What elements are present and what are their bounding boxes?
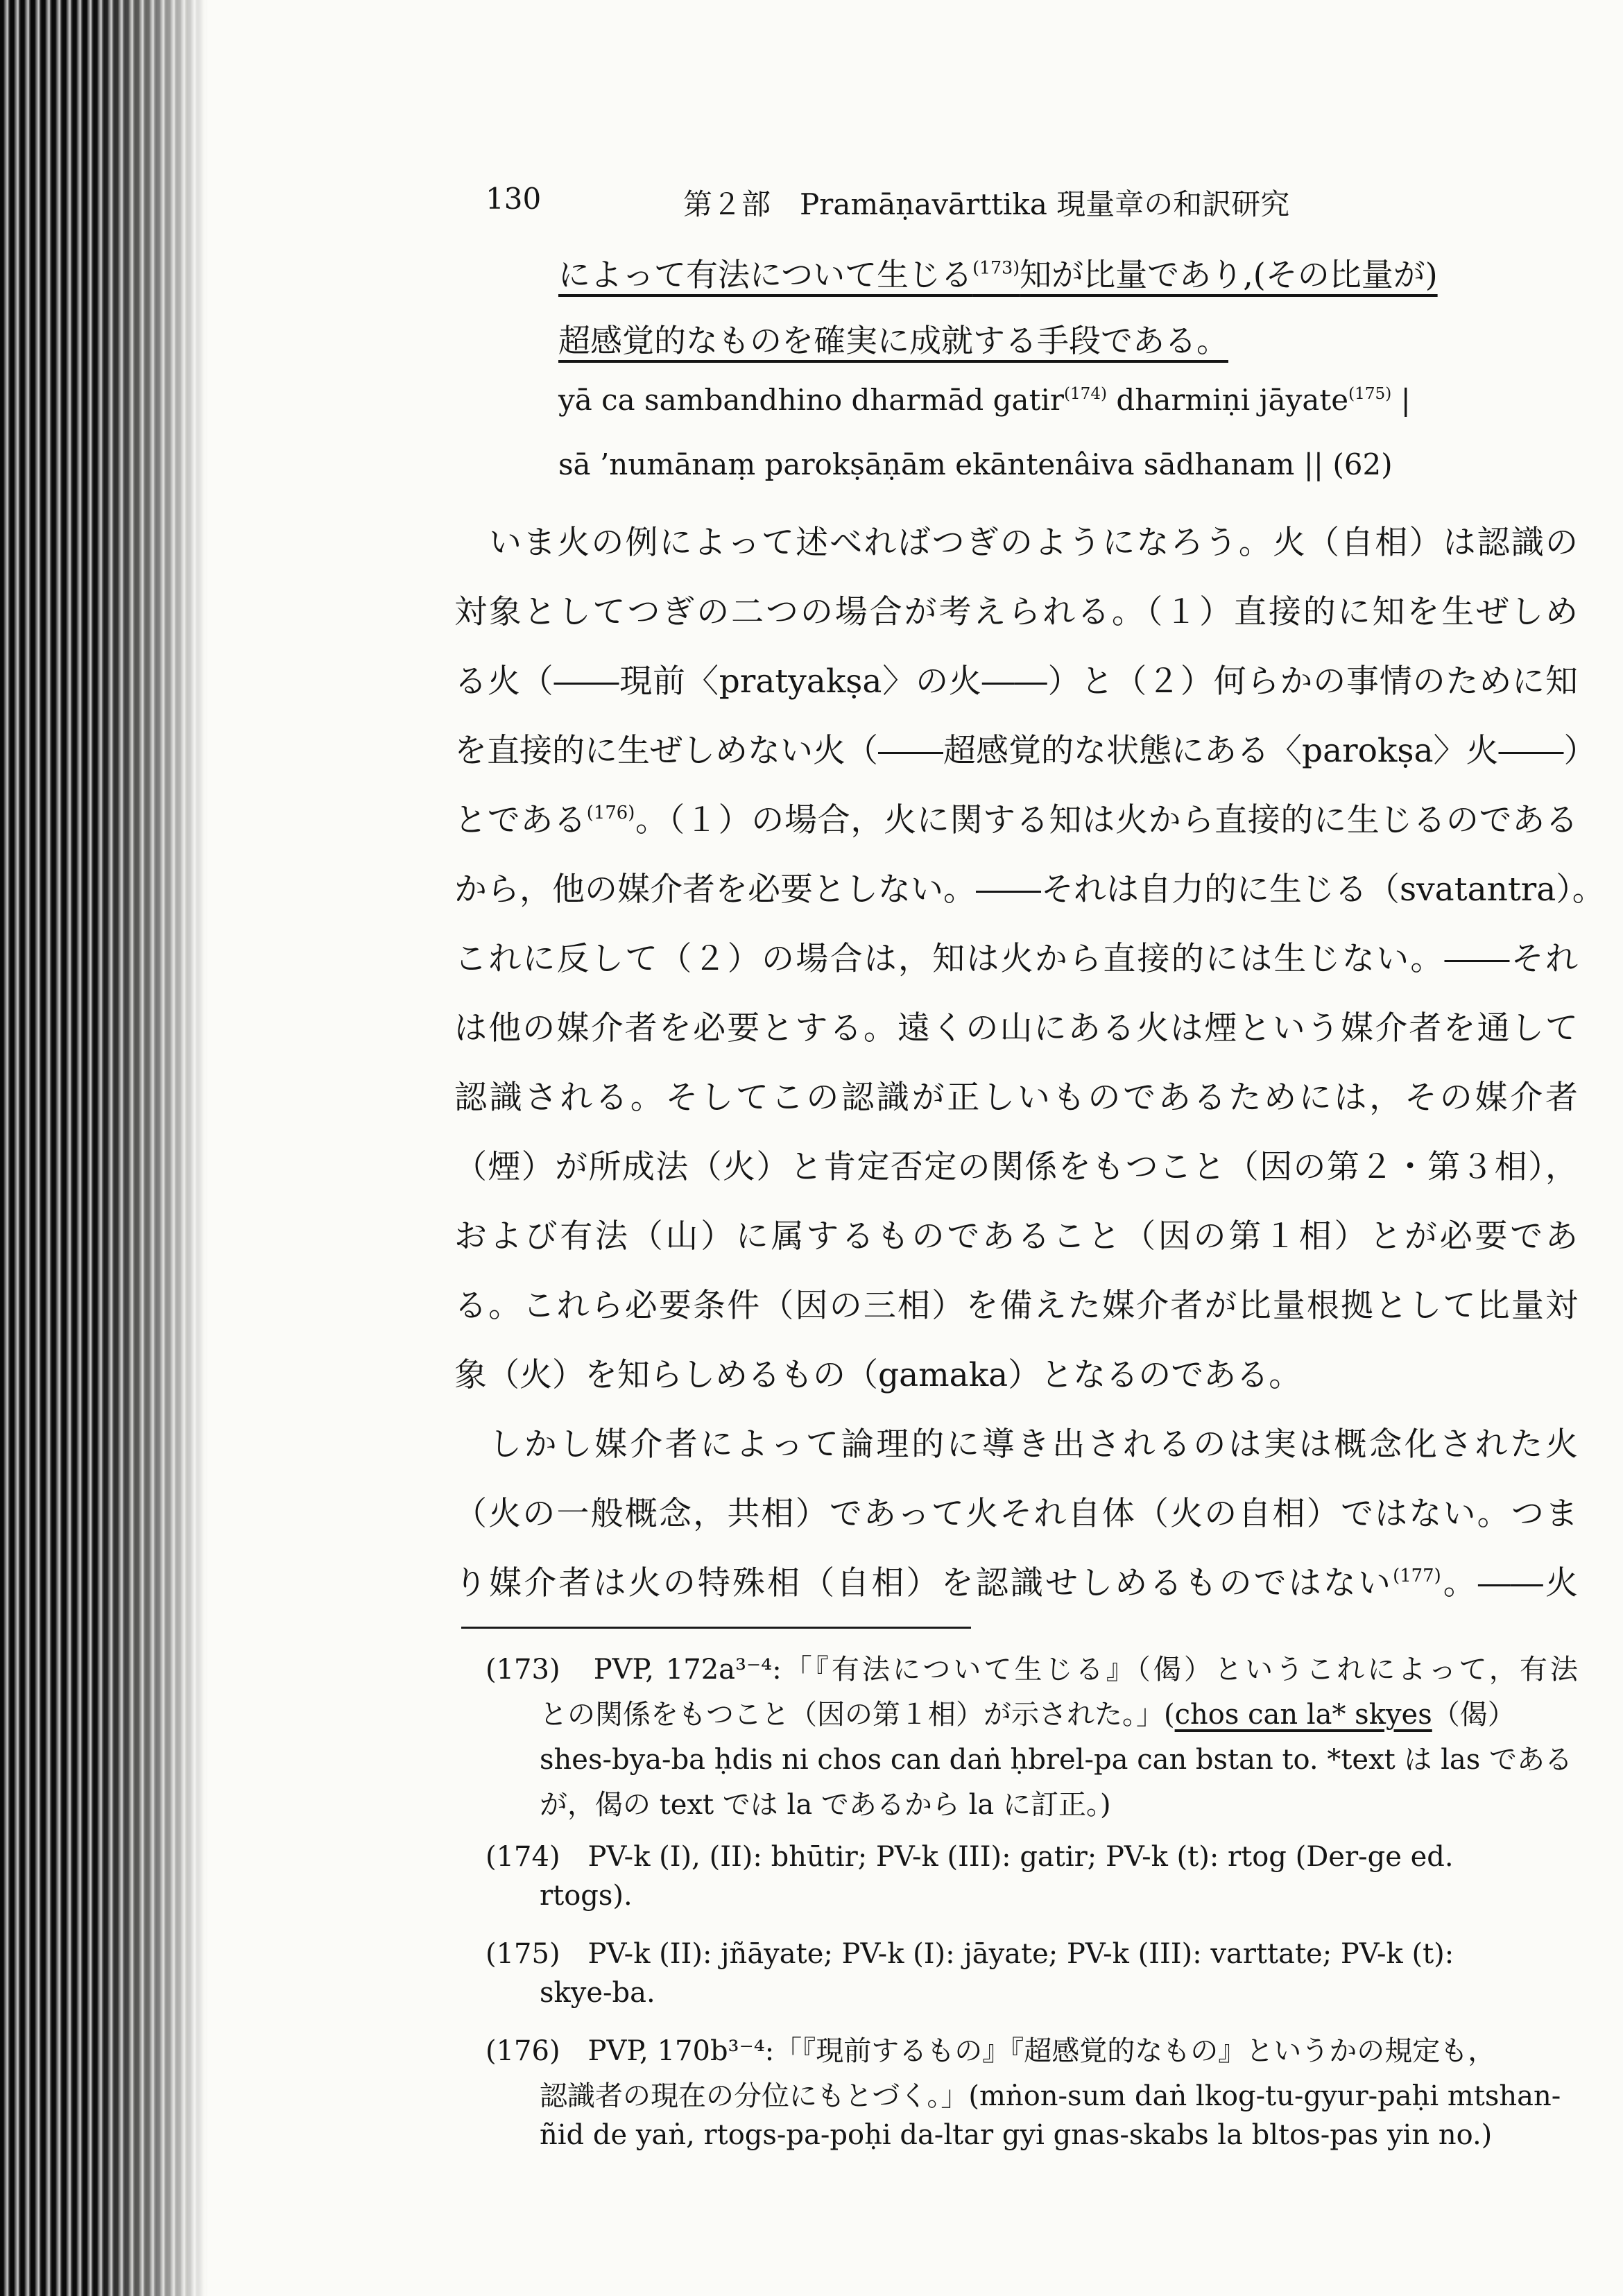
footnote-rule [461,1627,971,1629]
footnote-ref: (173) [972,257,1020,278]
footnote-175-cont: skye-ba. [540,1977,655,2009]
body-text-line: いま火の例によって述べればつぎのようになろう。火（自相）は認識の [489,524,1578,562]
page-number: 130 [486,182,542,216]
footnote-173-cont: が，偈の text では la であるから la に訂正。) [540,1789,1111,1821]
sanskrit-verse-line: sā ’numānaṃ parokṣāṇām ekāntenâiva sādhanam || (62) [558,447,1393,481]
body-text-line: は他の媒介者を必要とする。遠くの山にある火は煙という媒介者を通して [454,1009,1578,1047]
footnote-173-cont: shes-bya-ba ḥdis ni chos can daṅ ḥbrel-pa can bstan to. *text は las である [540,1744,1573,1776]
body-text-line: 認識される。そしてこの認識が正しいものであるためには，その媒介者 [454,1079,1578,1117]
body-text-line: （煙）が所成法（火）と肯定否定の関係をもつこと（因の第２・第３相）， [454,1148,1578,1186]
running-head: 第２部 Pramāṇavārttika 現量章の和訳研究 [683,187,1290,221]
sanskrit-verse-line: yā ca sambandhino dharmād gatir$^{(174)}$ dharmiṇi jāyate$^{(175)}$ | [558,383,1411,417]
body-text-line: を直接的に生ぜしめない火（――超感覚的な状態にある〈parokṣa〉火――） [454,732,1597,770]
body-text-line: （火の一般概念，共相）であって火それ自体（火の自相）ではない。つま [454,1495,1578,1533]
body-text-line: から，他の媒介者を必要としない。――それは自力的に生じる（svatantra）。 [454,871,1605,909]
body-text-line: とである$^{(176)}$。（１）の場合，火に関する知は火から直接的に生じるのである [454,801,1579,839]
footnote-175: (175) PV-k (II): jñāyate; PV-k (I): jāyate; PV-k (III): varttate; PV-k (t): [486,1938,1454,1970]
body-text-line: 対象としてつぎの二つの場合が考えられる。（１）直接的に知を生ぜしめ [454,593,1578,631]
body-text-line: り媒介者は火の特殊相（自相）を認識せしめるものではない$^{(177)}$。――火 [454,1564,1579,1602]
footnote-176: (176) PVP, 170b³⁻⁴:「『現前するもの』『超感覚的なもの』というかの規定も， [486,2035,1496,2067]
body-text-line: これに反して（２）の場合は，知は火から直接的には生じない。――それ [454,940,1578,978]
body-text-line: る火（――現前〈pratyakṣa〉の火――）と（２）何らかの事情のために知 [454,662,1578,701]
footnote-173-cont: との関係をもつこと（因の第１相）が示された。」(chos can la* skyes（偈） [540,1699,1515,1731]
body-text-line: 象（火）を知らしめるもの（gamaka）となるのである。 [454,1356,1302,1394]
footnote-176-cont: ñid de yaṅ, rtogs-pa-poḥi da-ltar gyi gnas-skabs la bltos-pas yin no.) [540,2119,1493,2151]
footnote-ref: (177) [1393,1565,1441,1586]
footnote-176-cont: 認識者の現在の分位にもとづく。」(mṅon-sum daṅ lkog-tu-gyur-paḥi mtshan- [540,2080,1561,2112]
body-text-line: る。これら必要条件（因の三相）を備えた媒介者が比量根拠として比量対 [454,1287,1578,1325]
verse-translation-line: 超感覚的なものを確実に成就する手段である。 [558,322,1228,359]
footnote-174: (174) PV-k (I), (II): bhūtir; PV-k (III): gatir; PV-k (t): rtog (Der-ge ed. [486,1841,1454,1873]
footnote-ref: (176) [586,802,635,823]
verse-translation-line: によって有法について生じる$^{(173)}$知が比量であり,(その比量が) [558,256,1438,293]
body-text-line: しかし媒介者によって論理的に導き出されるのは実は概念化された火 [489,1425,1578,1464]
footnote-ref: (175) [1348,384,1392,403]
footnote-ref: (174) [1063,384,1108,403]
footnote-173: (173) PVP, 172a³⁻⁴:「『有法について生じる』（偈）というこれによって，有法 [486,1654,1578,1686]
footnote-174-cont: rtogs). [540,1880,633,1912]
body-text-line: および有法（山）に属するものであること（因の第１相）とが必要であ [454,1217,1578,1256]
